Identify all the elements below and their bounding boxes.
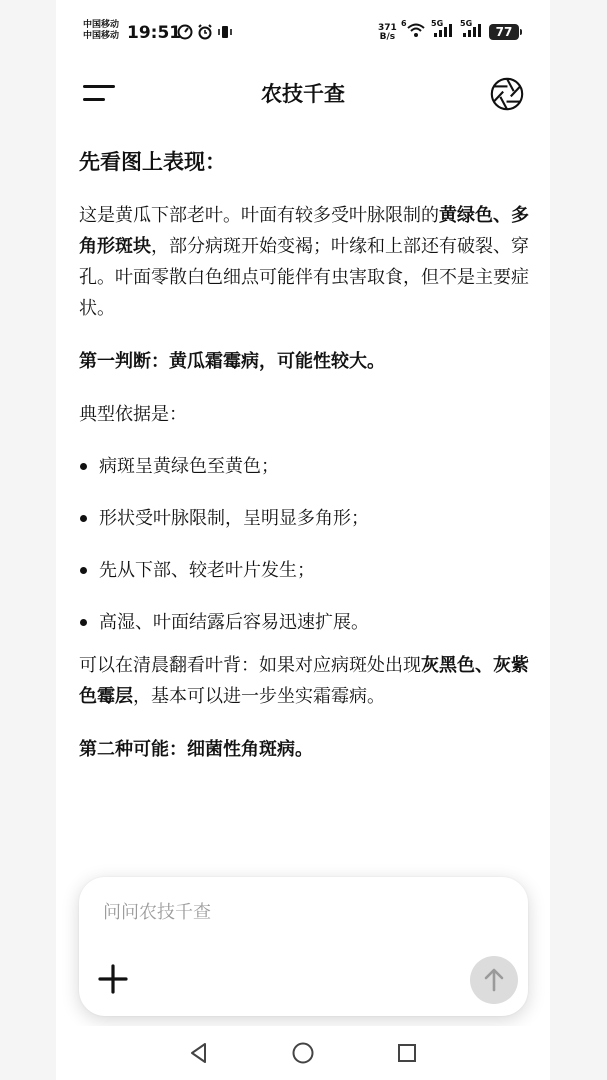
section-heading: 先看图上表现： xyxy=(79,150,226,174)
carrier-1: 中国移动 xyxy=(83,20,120,30)
status-icons-left xyxy=(177,24,233,40)
symptom-paragraph xyxy=(79,200,529,324)
list-item: 形状受叶脉限制，呈明显多角形； xyxy=(79,503,529,555)
bold-segment: 黄绿色、多角形斑块 xyxy=(79,205,529,257)
answer-content xyxy=(79,140,529,765)
signal-1-label: 5G xyxy=(431,19,444,28)
net-speed xyxy=(378,24,397,42)
net-speed-value: 371 xyxy=(378,23,397,33)
message-composer xyxy=(79,877,528,1016)
text-segment: 可以在清晨翻看叶背：如果对应病斑处出现 xyxy=(79,655,421,676)
text-segment: ，部分病斑开始变褐；叶缘和上部还有破裂、穿孔。叶面零散白色细点可能伴有虫害取食，但不是主要症状。 xyxy=(79,236,529,319)
home-circle-icon[interactable] xyxy=(290,1040,316,1066)
system-nav-bar xyxy=(56,1026,550,1080)
leaf-check-paragraph xyxy=(79,650,529,712)
alarm-icon xyxy=(197,24,213,40)
status-icons-right xyxy=(401,19,519,42)
battery-indicator xyxy=(489,24,519,40)
back-triangle-icon[interactable] xyxy=(186,1040,212,1066)
list-item: 高湿、叶面结露后容易迅速扩展。 xyxy=(79,607,529,659)
wifi-label: 6 xyxy=(401,19,407,28)
list-item: 先从下部、较老叶片发生； xyxy=(79,555,529,607)
carrier-labels xyxy=(83,20,119,42)
judgement-primary: 第一判断：黄瓜霜霉病，可能性较大。 xyxy=(79,351,385,372)
wifi-indicator xyxy=(401,19,426,42)
bold-segment: 灰黑色、灰紫色霉层 xyxy=(79,655,529,707)
aperture-logo-icon[interactable] xyxy=(488,75,526,113)
vibrate-icon xyxy=(217,24,233,40)
question-input[interactable] xyxy=(103,897,483,927)
basis-intro: 典型依据是： xyxy=(79,404,187,425)
wifi-icon xyxy=(406,22,426,38)
recents-square-icon[interactable] xyxy=(394,1040,420,1066)
status-bar xyxy=(56,0,550,64)
app-screen xyxy=(56,0,550,1080)
signal-indicator-1 xyxy=(431,19,455,42)
text-segment: ，基本可以进一步坐实霜霉病。 xyxy=(133,686,385,707)
judgement-secondary: 第二种可能：细菌性角斑病。 xyxy=(79,739,313,760)
basis-list xyxy=(79,451,529,659)
carrier-2: 中国移动 xyxy=(83,31,120,41)
text-segment: 这是黄瓜下部老叶。叶面有较多受叶脉限制的 xyxy=(79,205,439,226)
arrow-up-icon xyxy=(481,967,507,993)
list-item: 病斑呈黄绿色至黄色； xyxy=(79,451,529,503)
gauge-icon xyxy=(177,24,193,40)
plus-icon[interactable] xyxy=(97,963,129,995)
send-button[interactable] xyxy=(470,956,518,1004)
app-header xyxy=(56,64,550,122)
page-title: 农技千查 xyxy=(261,82,345,106)
signal-indicator-2 xyxy=(460,19,484,42)
clock: 19:51 xyxy=(127,23,182,43)
net-speed-unit: B/s xyxy=(379,32,396,42)
battery-level: 77 xyxy=(495,25,513,39)
signal-2-label: 5G xyxy=(460,19,473,28)
